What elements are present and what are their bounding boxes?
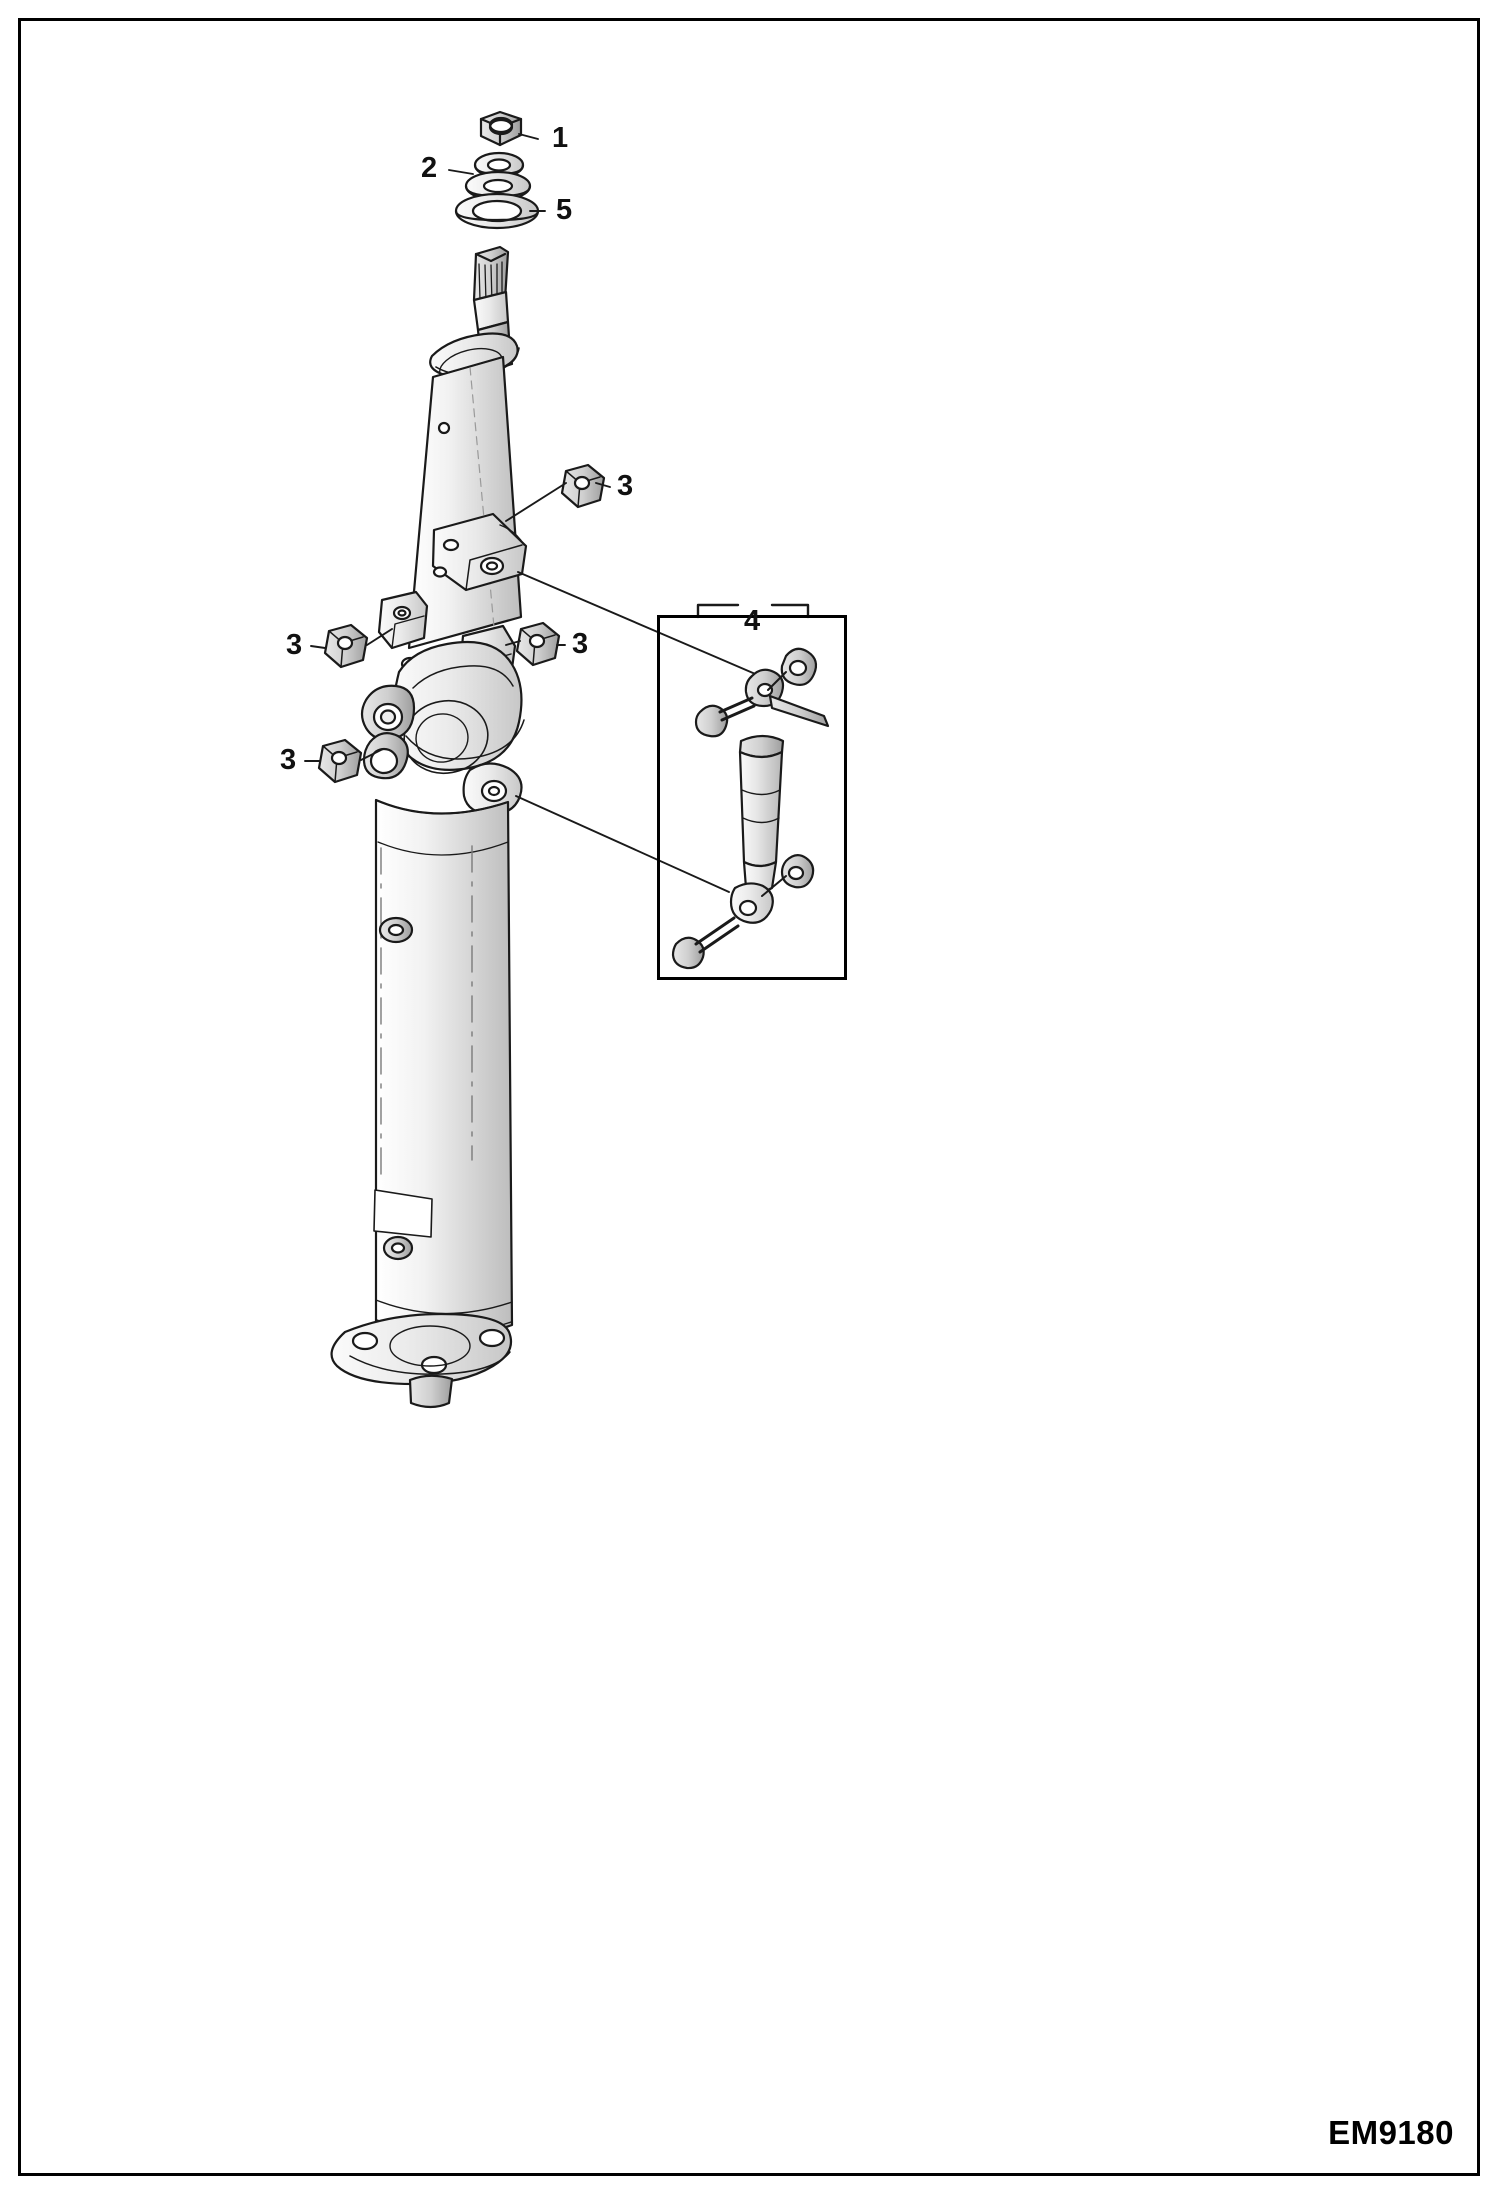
callout-3-right: 3 [572, 628, 589, 660]
callout-2: 2 [421, 152, 438, 184]
callout-4: 4 [744, 605, 761, 637]
gas-strut-detail-box [657, 615, 847, 980]
callout-3-lower-left: 3 [280, 744, 297, 776]
callout-3-upper-right: 3 [617, 470, 634, 502]
page-border [18, 18, 1480, 2176]
drawing-number: EM9180 [1328, 2114, 1454, 2151]
callout-5: 5 [556, 194, 573, 226]
callout-3-left: 3 [286, 629, 303, 661]
callout-1: 1 [552, 122, 569, 154]
